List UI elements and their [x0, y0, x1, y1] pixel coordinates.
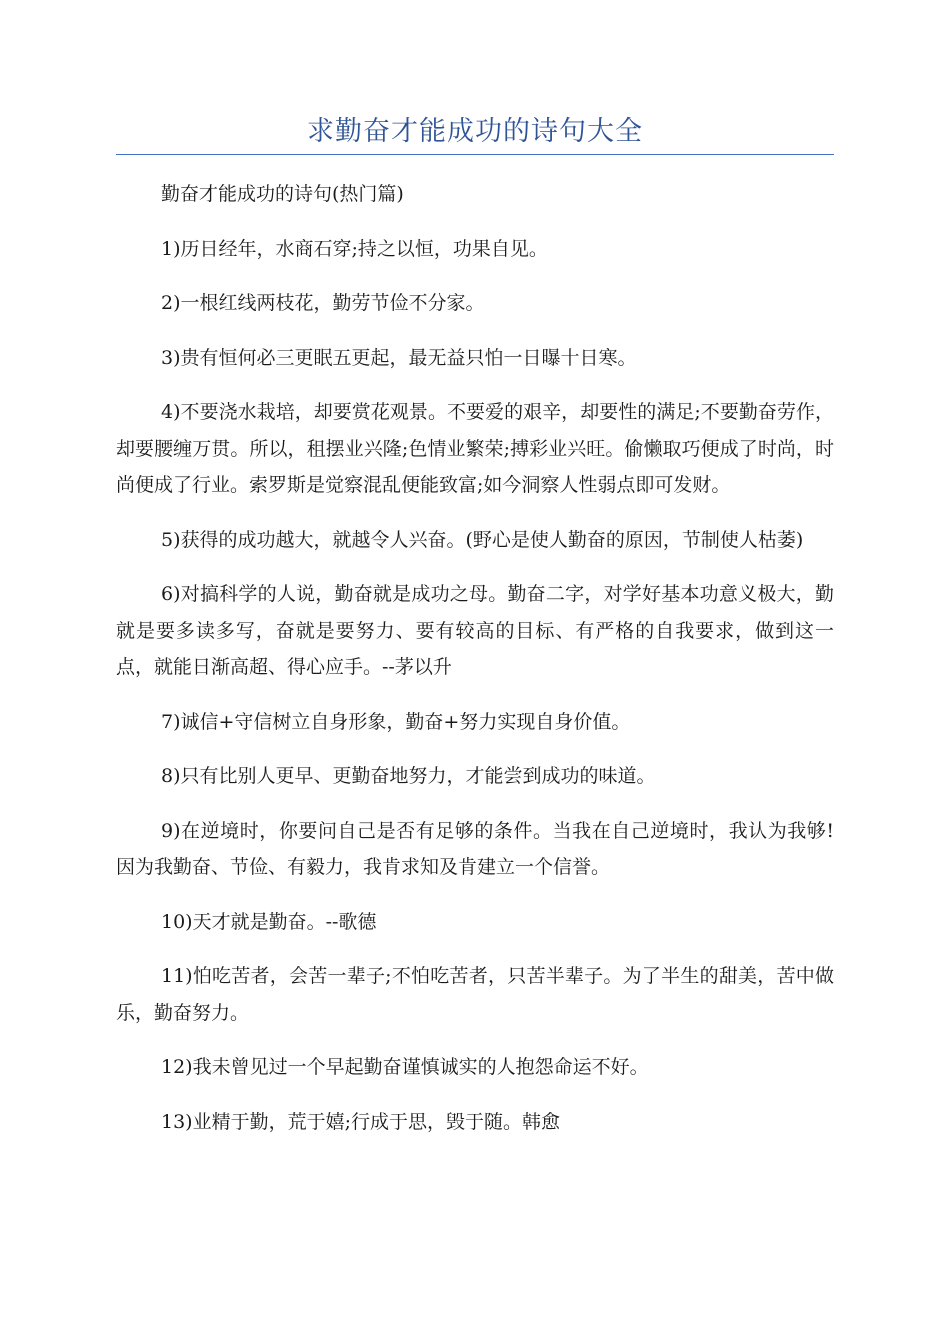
list-item: 7)诚信+守信树立自身形象，勤奋+努力实现自身价值。 [161, 710, 631, 733]
list-item: 6)对搞科学的人说，勤奋就是成功之母。勤奋二字，对学好基本功意义极大，勤就是要多读多写，奋就是要努力、要有较高的目标、有严格的自我要求，做到这一点，就能日渐高超、得心应手。--茅以升 [116, 583, 834, 678]
document-body [116, 176, 834, 1158]
list-item: 13)业精于勤，荒于嬉;行成于思，毁于随。韩愈 [161, 1110, 560, 1133]
list-item: 4)不要浇水栽培，却要赏花观景。不要爱的艰辛，却要性的满足;不要勤奋劳作，却要腰缠万贯。所以，租摆业兴隆;色情业繁荣;搏彩业兴旺。偷懒取巧便成了时尚，时尚便成了行业。索罗斯是觉察混乱便能致富;如今洞察人性弱点即可发财。 [116, 401, 834, 496]
list-item: 3)贵有恒何必三更眠五更起，最无益只怕一日曝十日寒。 [161, 346, 637, 369]
list-item: 5)获得的成功越大，就越令人兴奋。(野心是使人勤奋的原因，节制使人枯萎) [161, 528, 804, 551]
list-item: 9)在逆境时，你要问自己是否有足够的条件。当我在自己逆境时，我认为我够!因为我勤奋、节俭、有毅力，我肯求知及肯建立一个信誉。 [116, 819, 834, 878]
title-underline [116, 154, 834, 155]
document-title: 求勤奋才能成功的诗句大全 [307, 116, 643, 147]
list-item: 11)怕吃苦者，会苦一辈子;不怕吃苦者，只苦半辈子。为了半生的甜美，苦中做乐，勤奋努力。 [116, 965, 834, 1024]
list-item: 10)天才就是勤奋。--歌德 [161, 910, 377, 933]
section-heading: 勤奋才能成功的诗句(热门篇) [161, 183, 404, 205]
list-item: 1)历日经年，水商石穿;持之以恒，功果自见。 [161, 237, 548, 260]
list-item: 2)一根红线两枝花，勤劳节俭不分家。 [161, 292, 485, 314]
list-item: 8)只有比别人更早、更勤奋地努力，才能尝到成功的味道。 [161, 765, 656, 787]
list-item: 12)我未曾见过一个早起勤奋谨慎诚实的人抱怨命运不好。 [161, 1056, 649, 1078]
